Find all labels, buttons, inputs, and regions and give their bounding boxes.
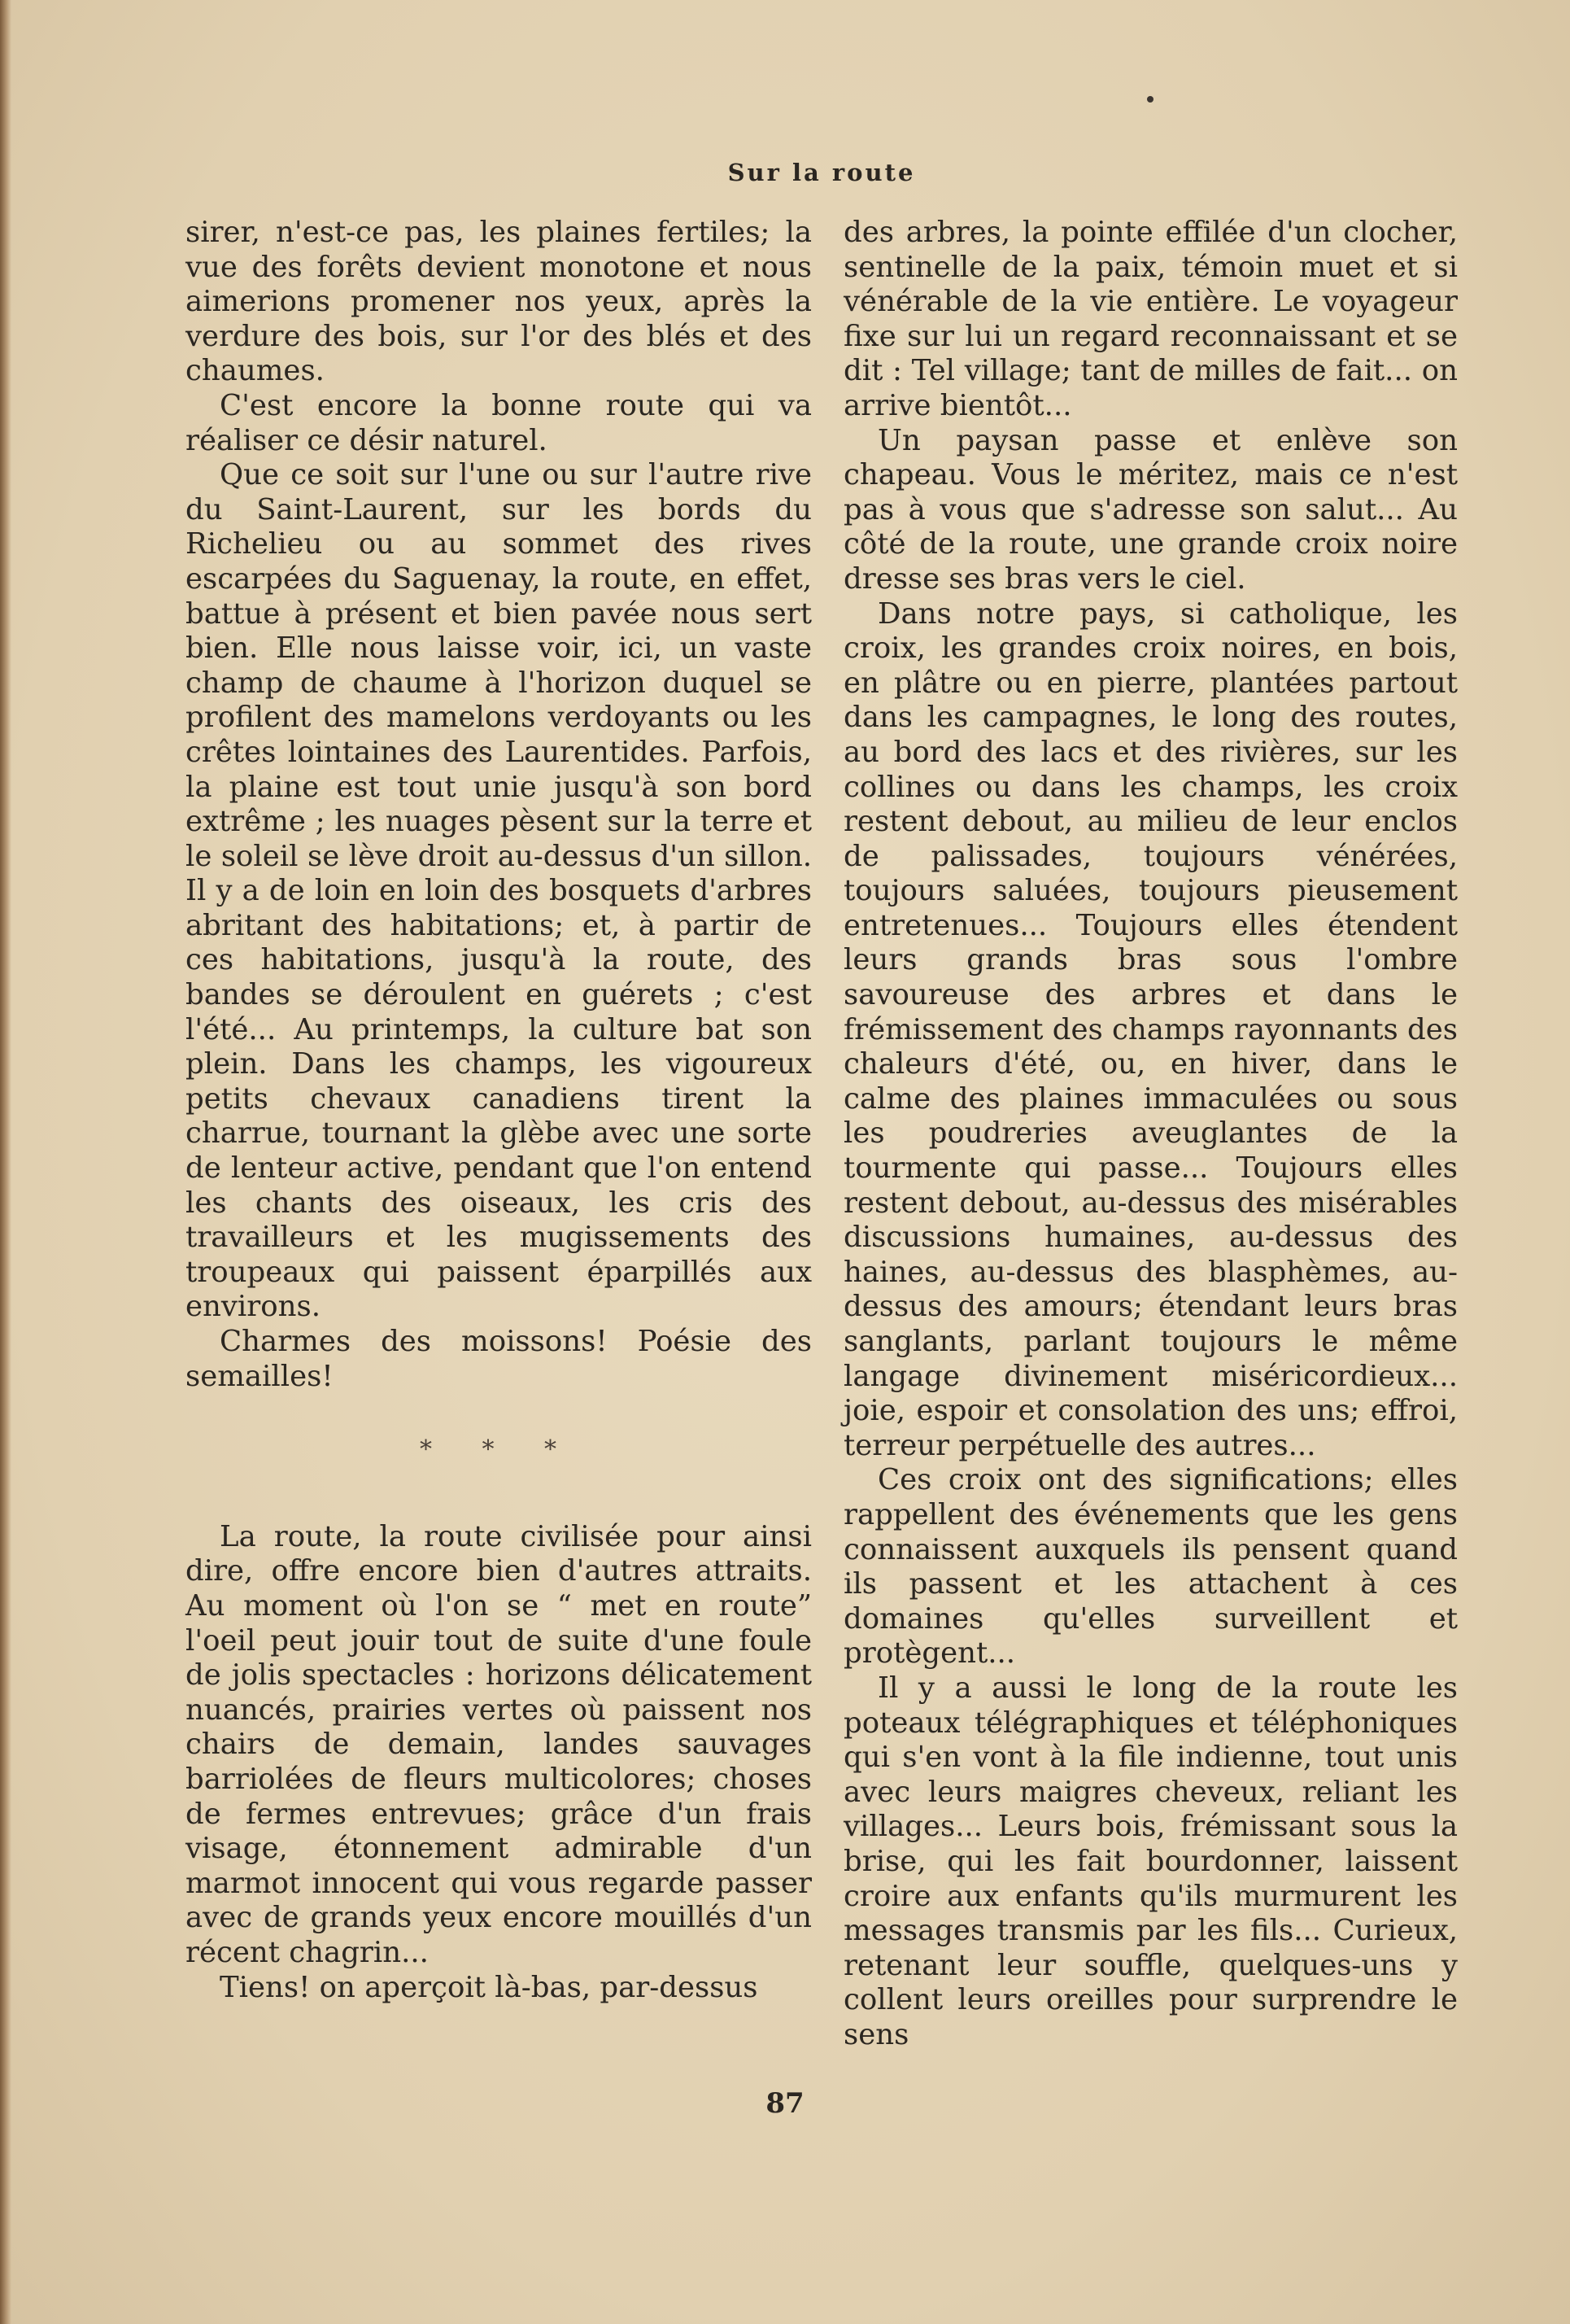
right-column <box>844 216 1458 2052</box>
paragraph: Dans notre pays, si catholique, les croix, les grandes croix noires, en bois, en plâtre ou en pierre, plantées partout dans les campagnes, le long des routes, au bord des lacs et des rivières, sur les collines ou dans les champs, les croix restent debout, au milieu de leur enclos de palissades, toujours vénérées, toujours saluées, toujours pieusement entretenues... Toujours elles étendent leurs grands bras sous l'ombre savoureuse des arbres et dans le frémissement des champs rayonnants des chaleurs d'été, ou, en hiver, dans le calme des plaines immaculées ou sous les poudreries aveuglantes de la tourmente qui passe... Toujours elles restent debout, au-dessus des misérables discussions humaines, au-dessus des haines, au-dessus des blasphèmes, au-dessus des amours; étendant leurs bras sanglants, parlant toujours le même langage divinement miséricordieux... joie, espoir et consolation des uns; effroi, terreur perpétuelle des autres... <box>844 596 1458 1462</box>
paragraph: sirer, n'est-ce pas, les plaines fertiles; la vue des forêts devient monotone et nous aimerions promener nos yeux, après la verdure des bois, sur l'or des blés et des chaumes. <box>185 216 812 388</box>
left-column <box>185 216 812 2005</box>
paragraph: Que ce soit sur l'une ou sur l'autre rive du Saint-Laurent, sur les bords du Richelieu ou au sommet des rives escarpées du Saguenay, la route, en effet, battue à présent et bien pavée nous sert bien. Elle nous laisse voir, ici, un vaste champ de chaume à l'horizon duquel se profilent des mamelons verdoyants ou les crêtes lointaines des Laurentides. Parfois, la plaine est tout unie jusqu'à son bord extrême ; les nuages pèsent sur la terre et le soleil se lève droit au-dessus d'un sillon. Il y a de loin en loin des bosquets d'arbres abritant des habitations; et, à partir de ces habitations, jusqu'à la route, des bandes se déroulent en guérets ; c'est l'été... Au printemps, la culture bat son plein. Dans les champs, les vigoureux petits chevaux canadiens tirent la charrue, tournant la glèbe avec une sorte de lenteur active, pendant que l'on entend les chants des oiseaux, les cris des travailleurs et les mugissements des troupeaux qui paissent éparpillés aux environs. <box>185 458 812 1324</box>
paragraph: des arbres, la pointe effilée d'un clocher, sentinelle de la paix, témoin muet et si vénérable de la vie entière. Le voyageur fixe sur lui un regard reconnaissant et se dit : Tel village; tant de milles de fait... on arrive bientôt... <box>844 216 1458 422</box>
paragraph: Ces croix ont des significations; elles rappellent des événements que les gens connaissent auxquels ils pensent quand ils passent et les attachent à ces domaines qu'elles surveillent et protègent... <box>844 1463 1458 1671</box>
running-header <box>0 159 1570 186</box>
running-header-title: Sur la route <box>727 159 916 186</box>
paragraph: Charmes des moissons! Poésie des semailles! <box>185 1325 812 1393</box>
page-number: 87 <box>765 2087 805 2120</box>
paragraph: Il y a aussi le long de la route les poteaux télégraphiques et téléphoniques qui s'en vont à la file indienne, tout unis avec leurs maigres cheveux, reliant les villages... Leurs bois, frémissant sous la brise, qui les fait bourdonner, laissent croire aux enfants qu'ils murmurent les messages transmis par les fils... Curieux, retenant leur souffle, quelques-uns y collent leurs oreilles pour surprendre le sens <box>844 1671 1458 2051</box>
ink-dot <box>1147 96 1154 103</box>
page-binding-edge <box>0 0 11 2324</box>
paragraph: Tiens! on aperçoit là-bas, par-dessus <box>220 1970 758 2004</box>
section-separator: * * * <box>419 1435 578 1465</box>
paragraph: La route, la route civilisée pour ainsi dire, offre encore bien d'autres attraits. Au moment où l'on se “ met en route” l'oeil peut jouir tout de suite d'une foule de jolis spectacles : horizons délicatement nuancés, prairies vertes où paissent nos chairs de demain, landes sauvages barriolées de fleurs multicolores; choses de fermes entrevues; grâce d'un frais visage, étonnement admirable d'un marmot innocent qui vous regarde passer avec de grands yeux encore mouillés d'un récent chagrin... <box>185 1519 812 1969</box>
paragraph: Un paysan passe et enlève son chapeau. Vous le méritez, mais ce n'est pas à vous que s'adresse son salut... Au côté de la route, une grande croix noire dresse ses bras vers le ciel. <box>844 423 1458 596</box>
paragraph: C'est encore la bonne route qui va réaliser ce désir naturel. <box>185 388 812 457</box>
